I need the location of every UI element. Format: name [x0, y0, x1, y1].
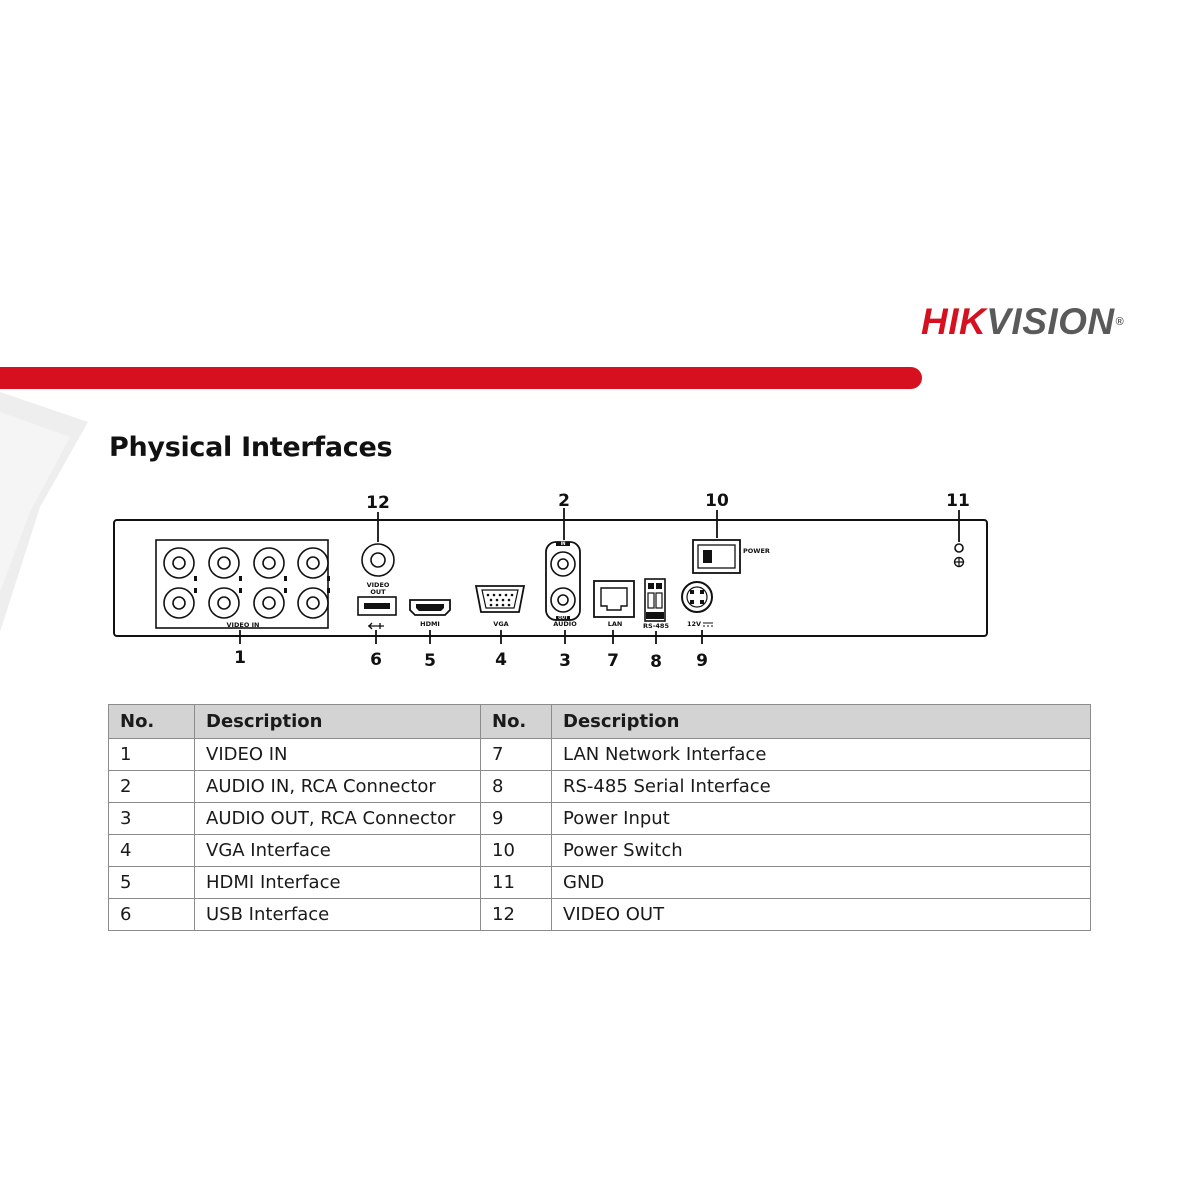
hikvision-logo: HIKVISION® — [921, 301, 1125, 342]
callout-2: 2 — [558, 491, 570, 511]
cell-no-2: 7 — [481, 739, 552, 771]
cell-no: 1 — [109, 739, 195, 771]
cell-desc: AUDIO OUT, RCA Connector — [195, 803, 481, 835]
video-out-label-1: VIDEO — [366, 581, 390, 589]
power-switch — [693, 540, 740, 573]
callout-10: 10 — [705, 491, 729, 511]
callout-9: 9 — [696, 651, 708, 671]
cell-desc: USB Interface — [195, 899, 481, 931]
callout-6: 6 — [370, 650, 382, 670]
lan-port — [594, 581, 634, 617]
header-accent-bar — [0, 367, 922, 389]
callout-12: 12 — [366, 493, 390, 513]
video-out-connector — [362, 544, 394, 576]
cell-no-2: 8 — [481, 771, 552, 803]
cell-desc: VGA Interface — [195, 835, 481, 867]
rs485-label: RS-485 — [643, 622, 669, 630]
table-row — [109, 771, 1091, 803]
table-row — [109, 835, 1091, 867]
callout-1: 1 — [234, 648, 246, 668]
table-row — [109, 739, 1091, 771]
header-description: Description — [195, 705, 481, 739]
vga-port — [476, 586, 524, 612]
page-title: Physical Interfaces — [109, 432, 393, 463]
header-no: No. — [109, 705, 195, 739]
cell-no: 4 — [109, 835, 195, 867]
hdmi-port — [410, 600, 450, 615]
cell-desc: VIDEO IN — [195, 739, 481, 771]
table-row — [109, 867, 1091, 899]
cell-desc-2: VIDEO OUT — [552, 899, 1091, 931]
audio-out-label: OUT — [558, 615, 568, 620]
power-dc-label: 12V — [686, 620, 702, 628]
cell-desc-2: LAN Network Interface — [552, 739, 1091, 771]
hdmi-label: HDMI — [420, 620, 440, 628]
cell-desc-2: GND — [552, 867, 1091, 899]
cell-no-2: 12 — [481, 899, 552, 931]
callout-7: 7 — [607, 651, 619, 671]
callout-4: 4 — [495, 650, 507, 670]
audio-in-label: IN — [560, 541, 566, 546]
callout-5: 5 — [424, 651, 436, 671]
cell-desc-2: RS-485 Serial Interface — [552, 771, 1091, 803]
callout-3: 3 — [559, 651, 571, 671]
power-input-connector — [682, 582, 712, 612]
cell-no: 6 — [109, 899, 195, 931]
cell-no-2: 9 — [481, 803, 552, 835]
rs485-terminal — [645, 579, 665, 621]
callout-11: 11 — [946, 491, 970, 511]
video-out-label-2: OUT — [370, 588, 386, 596]
table-header-row — [109, 705, 1091, 739]
video-in-label: VIDEO IN — [226, 621, 260, 629]
callout-8: 8 — [650, 652, 662, 672]
cell-desc: AUDIO IN, RCA Connector — [195, 771, 481, 803]
interfaces-table — [108, 704, 1091, 931]
power-label: POWER — [743, 547, 770, 555]
cell-desc-2: Power Input — [552, 803, 1091, 835]
cell-no: 2 — [109, 771, 195, 803]
cell-desc: HDMI Interface — [195, 867, 481, 899]
audio-connectors — [546, 542, 580, 620]
rear-panel-diagram — [100, 480, 1000, 680]
cell-no: 5 — [109, 867, 195, 899]
header-no-2: No. — [481, 705, 552, 739]
cell-no-2: 10 — [481, 835, 552, 867]
cell-no-2: 11 — [481, 867, 552, 899]
cell-no: 3 — [109, 803, 195, 835]
table-row — [109, 803, 1091, 835]
lan-label: LAN — [607, 620, 623, 628]
header-description-2: Description — [552, 705, 1091, 739]
table-row — [109, 899, 1091, 931]
vga-label: VGA — [493, 620, 509, 628]
decorative-star-shape — [0, 392, 92, 632]
audio-label: AUDIO — [553, 620, 577, 628]
cell-desc-2: Power Switch — [552, 835, 1091, 867]
